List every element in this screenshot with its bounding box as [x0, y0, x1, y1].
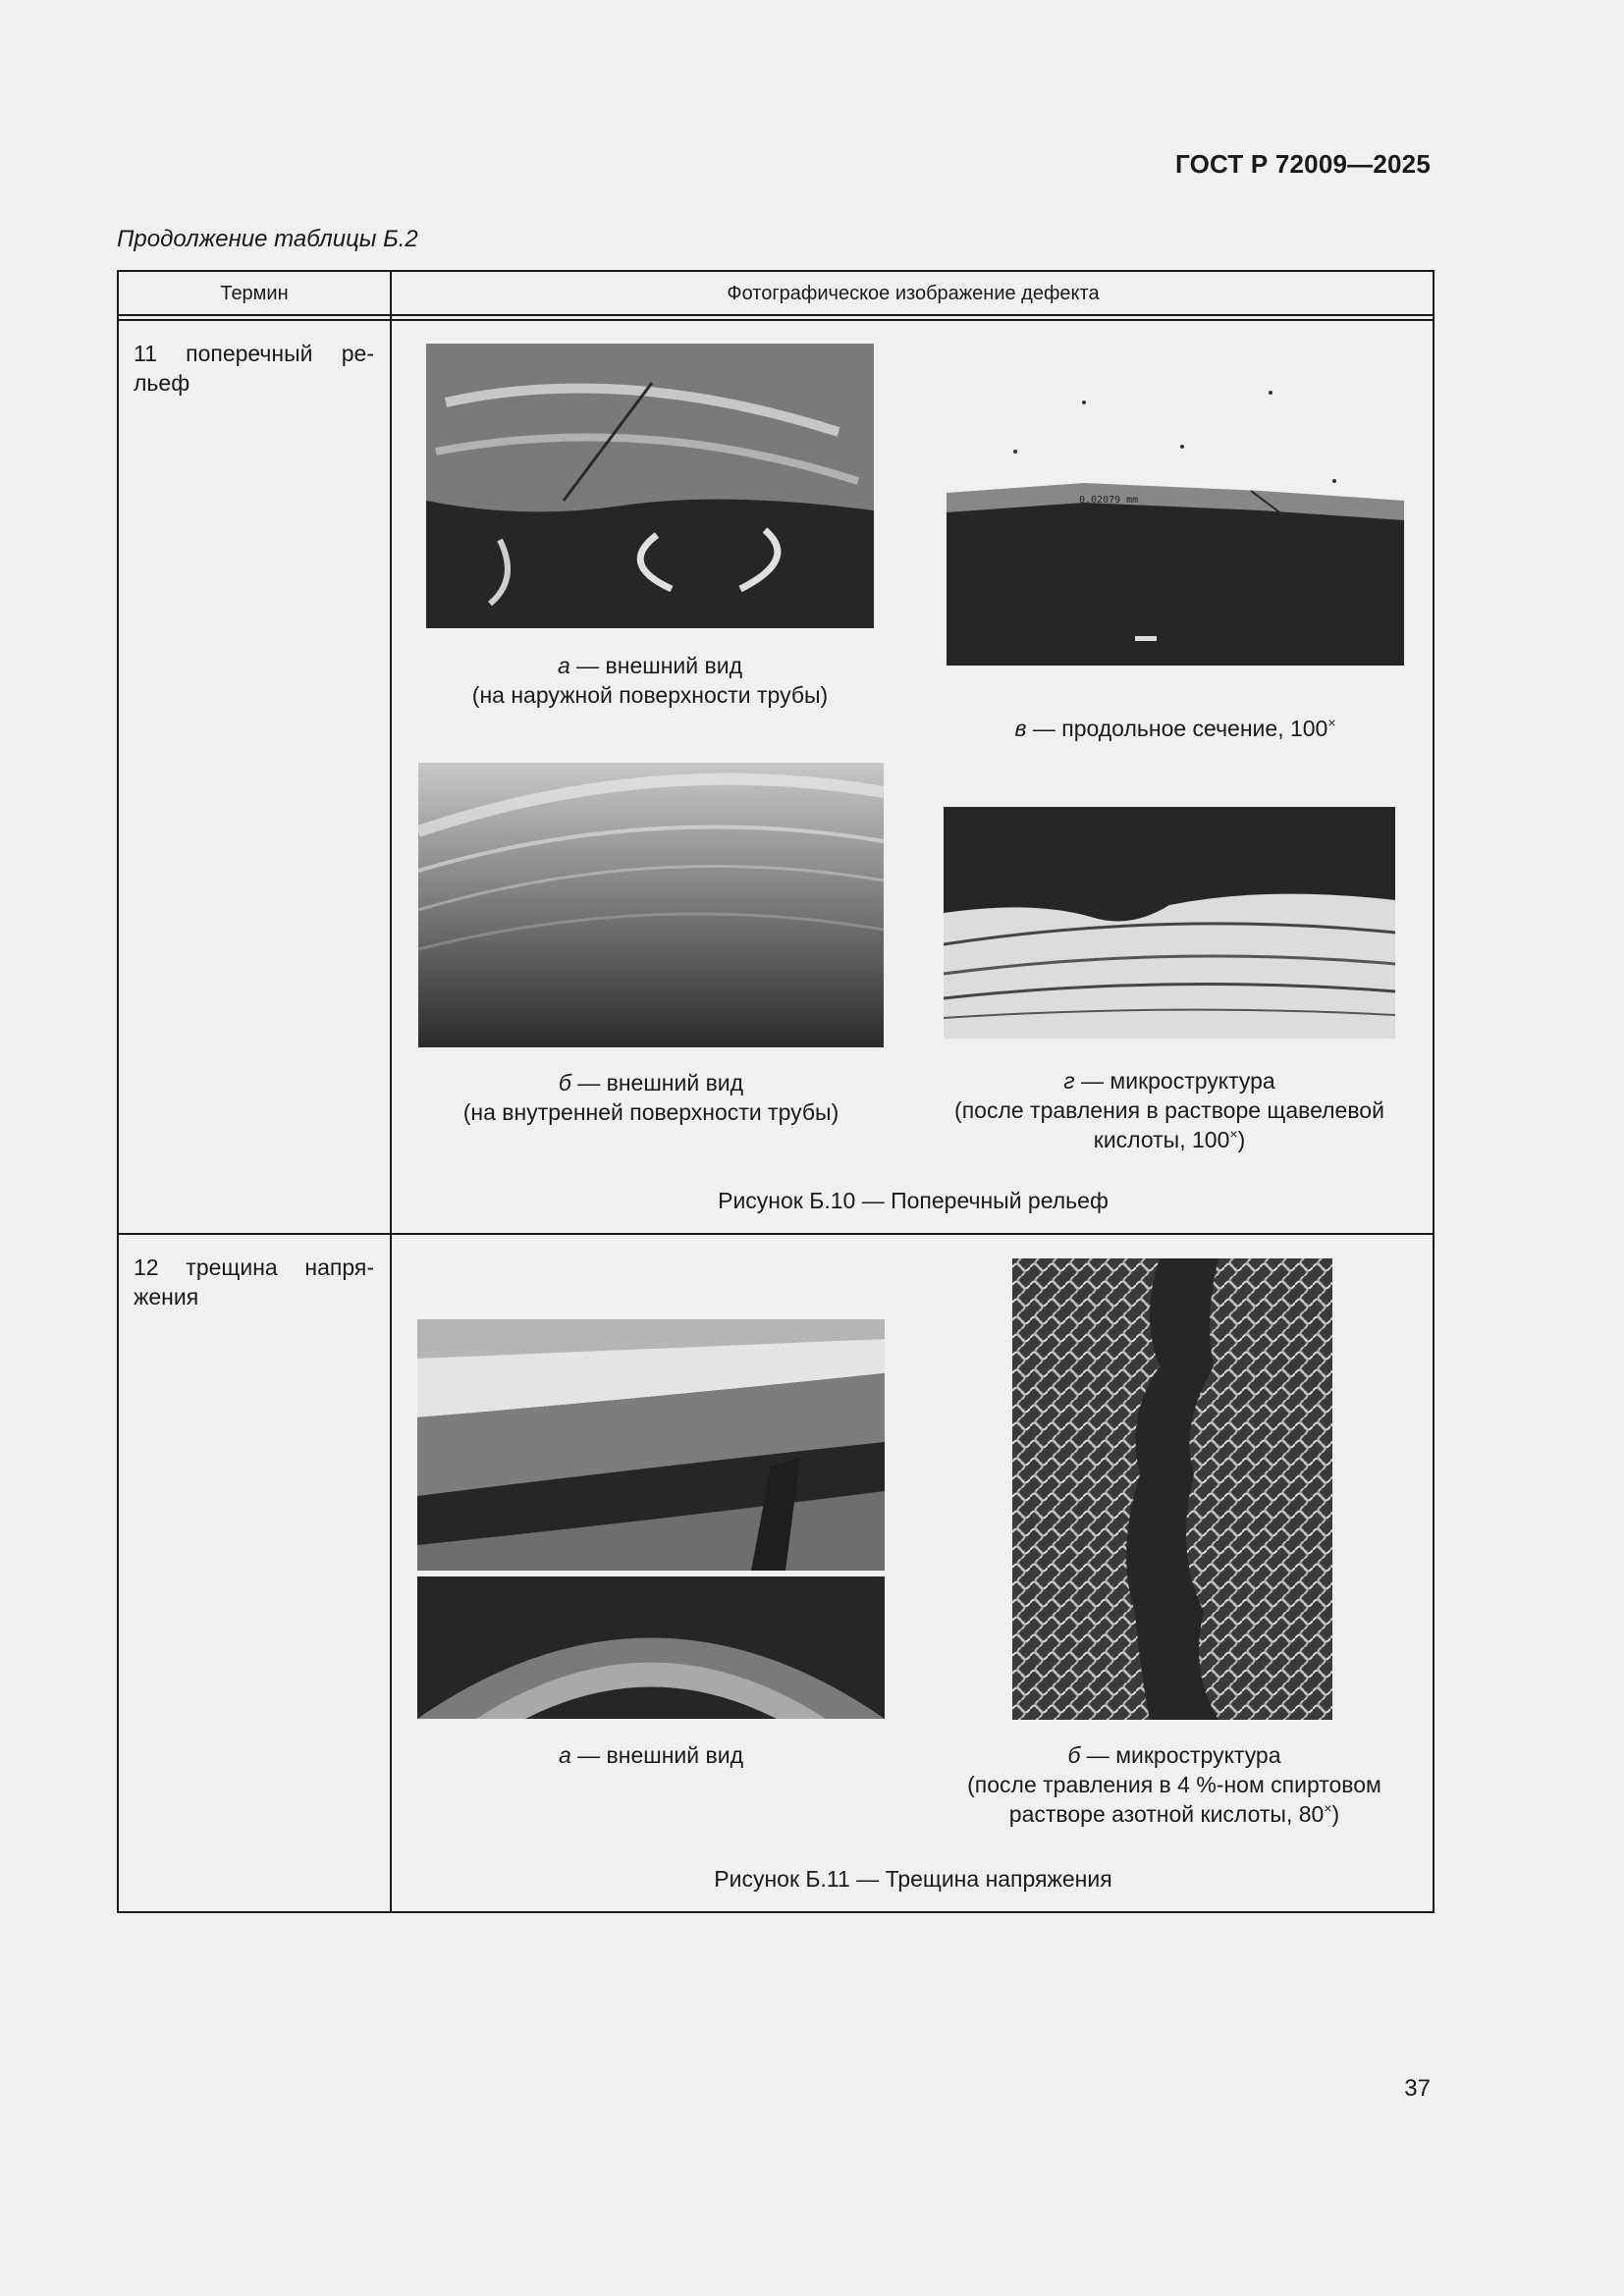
photo-longitudinal-section [947, 344, 1404, 666]
caption-12-a [417, 1740, 885, 1770]
term-cell: 12 трещина напря-жения [134, 1255, 374, 1309]
caption-sup: × [1324, 1800, 1332, 1816]
caption-letter: в [1014, 716, 1027, 741]
column-header-term: Термин [220, 283, 289, 304]
row-divider [119, 1233, 1433, 1235]
caption-11-b [418, 1068, 884, 1127]
column-divider [390, 272, 392, 1911]
photo-inner-surface [418, 763, 884, 1047]
caption-11-a [426, 651, 874, 710]
caption-12-b [924, 1740, 1425, 1829]
caption-letter: а [558, 1742, 571, 1768]
caption-line3-end: ) [1331, 1801, 1340, 1827]
defect-table [117, 270, 1435, 1913]
photo-crack-exterior-bottom [417, 1576, 885, 1719]
caption-text: — микроструктура [1074, 1068, 1275, 1094]
caption-line3: растворе азотной кислоты, 80 [1008, 1801, 1325, 1827]
caption-line2: (на наружной поверхности трубы) [471, 682, 829, 708]
micro-label: 0,02079 mm [1079, 495, 1139, 506]
figure-title-b10: Рисунок Б.10 — Поперечный рельеф [718, 1188, 1109, 1213]
photo-crack-exterior-top [417, 1319, 885, 1571]
caption-letter: г [1063, 1068, 1075, 1094]
caption-line2: (на внутренней поверхности трубы) [462, 1099, 839, 1125]
caption-line3: кислоты, 100 [1093, 1127, 1230, 1152]
standard-code: ГОСТ Р 72009—2025 [1175, 149, 1431, 179]
caption-line2: (после травления в растворе щавелевой [954, 1097, 1384, 1123]
photo-microstructure-oxalic [944, 807, 1395, 1039]
caption-text: — микроструктура [1080, 1742, 1281, 1768]
caption-text: — внешний вид [570, 1742, 743, 1768]
column-header-image: Фотографическое изображение дефекта [727, 283, 1100, 304]
caption-text: — продольное сечение, 100 [1026, 716, 1328, 741]
photo-crack-microstructure [1012, 1258, 1332, 1720]
term-cell: 11 поперечный ре-льеф [134, 341, 374, 396]
caption-text: — внешний вид [570, 1070, 744, 1095]
header-divider [119, 314, 1433, 316]
caption-11-g [929, 1066, 1410, 1154]
caption-letter: а [557, 653, 570, 678]
caption-text: — внешний вид [569, 653, 742, 678]
caption-sup: × [1229, 1126, 1238, 1142]
page-number: 37 [1404, 2075, 1431, 2102]
caption-letter: б [558, 1070, 571, 1095]
caption-line2: (после травления в 4 %-ном спиртовом [967, 1772, 1381, 1797]
caption-sup: × [1327, 715, 1336, 730]
photo-outer-surface [426, 344, 874, 628]
caption-11-v [947, 714, 1404, 743]
caption-letter: б [1067, 1742, 1081, 1768]
table-caption: Продолжение таблицы Б.2 [117, 226, 418, 252]
figure-title-b11: Рисунок Б.11 — Трещина напряжения [714, 1866, 1112, 1892]
header-divider-double [119, 319, 1433, 321]
caption-line3-end: ) [1237, 1127, 1246, 1152]
